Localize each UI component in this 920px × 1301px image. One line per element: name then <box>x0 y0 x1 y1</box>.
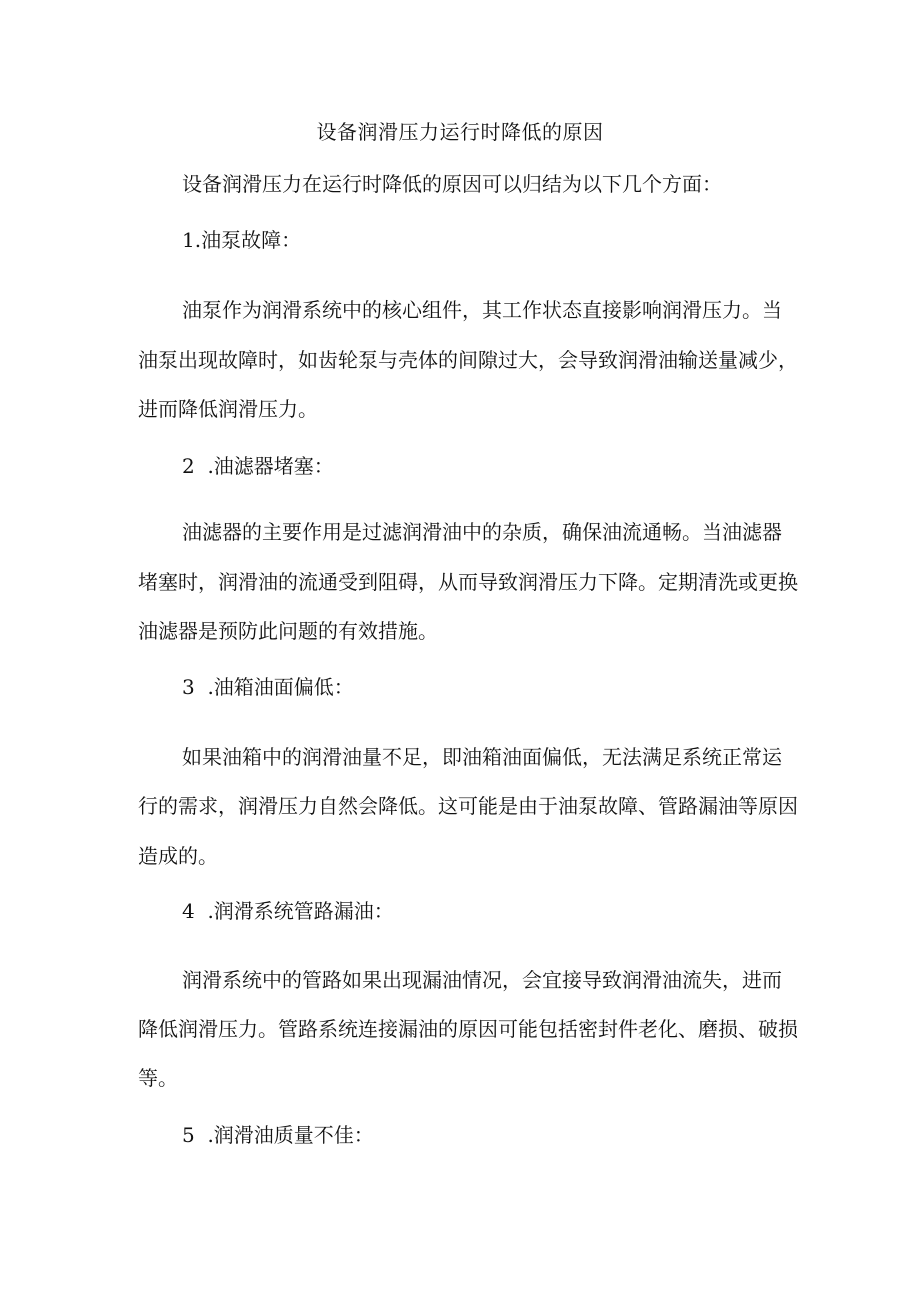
section-4-line-3: 等。 <box>138 1066 178 1090</box>
section-heading-1: 1.油泵故障： <box>182 228 302 252</box>
section-2-line-2: 堵塞时，润滑油的流通受到阻碍，从而导致润滑压力下降。定期清洗或更换 <box>138 570 798 594</box>
section-3-line-3: 造成的。 <box>138 844 218 868</box>
section-heading-4: 4 .润滑系统管路漏油： <box>182 899 394 923</box>
section-1-line-3: 进而降低润滑压力。 <box>138 397 318 421</box>
section-heading-5: 5 .润滑油质量不佳： <box>182 1123 374 1147</box>
section-3-line-1: 如果油箱中的润滑油量不足，即油箱油面偏低，无法满足系统正常运 <box>182 745 782 769</box>
intro-paragraph: 设备润滑压力在运行时降低的原因可以归结为以下几个方面： <box>182 172 722 196</box>
section-heading-3: 3 .油箱油面偏低： <box>182 675 354 699</box>
section-2-line-1: 油滤器的主要作用是过滤润滑油中的杂质，确保油流通畅。当油滤器 <box>182 520 782 544</box>
document-title: 设备润滑压力运行时降低的原因 <box>316 120 604 144</box>
section-heading-2: 2 .油滤器堵塞： <box>182 454 334 478</box>
section-2-line-3: 油滤器是预防此问题的有效措施。 <box>138 619 438 643</box>
section-4-line-1: 润滑系统中的管路如果出现漏油情况，会宜接导致润滑油流失，进而 <box>182 968 782 992</box>
section-3-line-2: 行的需求，润滑压力自然会降低。这可能是由于油泵故障、管路漏油等原因 <box>138 794 798 818</box>
section-4-line-2: 降低润滑压力。管路系统连接漏油的原因可能包括密封件老化、磨损、破损 <box>138 1017 798 1041</box>
section-1-line-2: 油泵出现故障时，如齿轮泵与壳体的间隙过大，会导致润滑油输送量减少， <box>138 348 798 372</box>
section-1-line-1: 油泵作为润滑系统中的核心组件，其工作状态直接影响润滑压力。当 <box>182 298 782 322</box>
